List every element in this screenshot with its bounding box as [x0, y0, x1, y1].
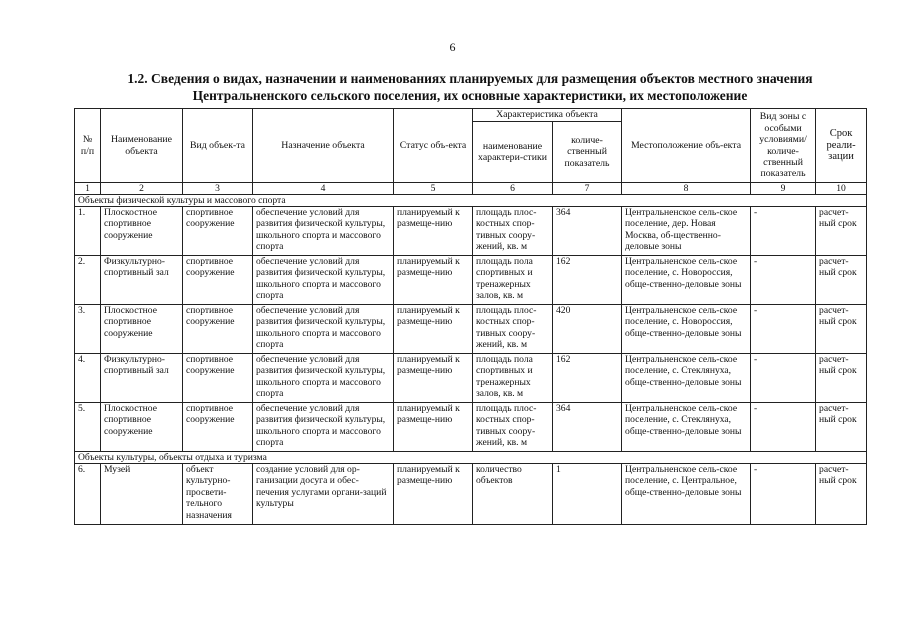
cell-type: спортивное сооружение — [183, 207, 253, 256]
cell-purpose: обеспечение условий для развития физической культуры, школьного спорта и массового спорта — [253, 256, 394, 305]
cell-num: 2. — [75, 256, 101, 305]
cell-status: планируемый к размеще-нию — [394, 354, 473, 403]
cell-location: Центральненское сель-ское поселение, с. Стеклянуха, обще-ственно-деловые зоны — [622, 403, 751, 452]
header-type: Вид объек-та — [183, 109, 253, 183]
cell-char-value: 364 — [553, 207, 622, 256]
cell-num: 6. — [75, 464, 101, 525]
column-number: 9 — [751, 183, 816, 195]
cell-char-value: 420 — [553, 305, 622, 354]
document-title — [70, 70, 870, 104]
cell-term: расчет-ный срок — [816, 207, 867, 256]
cell-char-name: площадь пола спортивных и тренажерных залов, кв. м — [473, 256, 553, 305]
header-char-name: наименование характери-стики — [473, 122, 553, 183]
cell-type: спортивное сооружение — [183, 354, 253, 403]
cell-type: объект культурно-просвети-тельного назначения — [183, 464, 253, 525]
header-zone: Вид зоны с особыми условиями/ количе-ственный показатель — [751, 109, 816, 183]
header-characteristic: Характеристика объекта — [473, 109, 622, 122]
header-num: № п/п — [75, 109, 101, 183]
column-number: 2 — [101, 183, 183, 195]
cell-status: планируемый к размеще-нию — [394, 256, 473, 305]
column-number: 7 — [553, 183, 622, 195]
cell-name: Плоскостное спортивное сооружение — [101, 403, 183, 452]
table-row — [75, 354, 867, 403]
column-number: 5 — [394, 183, 473, 195]
cell-zone: - — [751, 464, 816, 525]
header-name: Наименование объекта — [101, 109, 183, 183]
cell-purpose: обеспечение условий для развития физической культуры, школьного спорта и массового спорта — [253, 403, 394, 452]
objects-table — [74, 108, 867, 525]
cell-char-value: 364 — [553, 403, 622, 452]
cell-zone: - — [751, 403, 816, 452]
cell-name: Физкультурно-спортивный зал — [101, 256, 183, 305]
cell-type: спортивное сооружение — [183, 403, 253, 452]
cell-char-name: количество объектов — [473, 464, 553, 525]
table-row — [75, 305, 867, 354]
cell-status: планируемый к размеще-нию — [394, 207, 473, 256]
column-number: 8 — [622, 183, 751, 195]
column-number: 3 — [183, 183, 253, 195]
cell-name: Плоскостное спортивное сооружение — [101, 305, 183, 354]
cell-char-name: площадь пола спортивных и тренажерных залов, кв. м — [473, 354, 553, 403]
cell-purpose: обеспечение условий для развития физической культуры, школьного спорта и массового спорта — [253, 354, 394, 403]
header-location: Местоположение объ-екта — [622, 109, 751, 183]
table-row — [75, 256, 867, 305]
cell-location: Центральненское сель-ское поселение, с. Новороссия, обще-ственно-деловые зоны — [622, 305, 751, 354]
table-row — [75, 403, 867, 452]
section-row — [75, 452, 867, 464]
cell-location: Центральненское сель-ское поселение, с. Стеклянуха, обще-ственно-деловые зоны — [622, 354, 751, 403]
cell-char-name: площадь плос-костных спор-тивных соору-жений, кв. м — [473, 403, 553, 452]
section-row — [75, 195, 867, 207]
cell-location: Центральненское сель-ское поселение, с. Центральное, обще-ственно-деловые зоны — [622, 464, 751, 525]
cell-name: Плоскостное спортивное сооружение — [101, 207, 183, 256]
cell-status: планируемый к размеще-нию — [394, 403, 473, 452]
cell-name: Музей — [101, 464, 183, 525]
cell-char-value: 1 — [553, 464, 622, 525]
header-char-value: количе-ственный показатель — [553, 122, 622, 183]
cell-num: 5. — [75, 403, 101, 452]
header-term: Срок реали-зации — [816, 109, 867, 183]
cell-status: планируемый к размеще-нию — [394, 305, 473, 354]
cell-name: Физкультурно-спортивный зал — [101, 354, 183, 403]
title-line-1: 1.2. Сведения о видах, назначении и наименованиях планируемых для размещения объектов местного значения — [127, 71, 813, 86]
cell-type: спортивное сооружение — [183, 256, 253, 305]
cell-term: расчет-ный срок — [816, 403, 867, 452]
cell-location: Центральненское сель-ское поселение, с. Новороссия, обще-ственно-деловые зоны — [622, 256, 751, 305]
cell-term: расчет-ный срок — [816, 354, 867, 403]
cell-purpose: обеспечение условий для развития физической культуры, школьного спорта и массового спорта — [253, 305, 394, 354]
table-row — [75, 464, 867, 525]
column-number: 4 — [253, 183, 394, 195]
cell-char-value: 162 — [553, 256, 622, 305]
cell-zone: - — [751, 354, 816, 403]
cell-zone: - — [751, 256, 816, 305]
title-line-2: Центральненского сельского поселения, их основные характеристики, их местоположение — [192, 88, 748, 103]
header-purpose: Назначение объекта — [253, 109, 394, 183]
column-number: 1 — [75, 183, 101, 195]
cell-term: расчет-ный срок — [816, 464, 867, 525]
cell-purpose: создание условий для ор-ганизации досуга и обес-печения услугами органи-заций культуры — [253, 464, 394, 525]
cell-char-name: площадь плос-костных спор-тивных соору-жений, кв. м — [473, 305, 553, 354]
section-title: Объекты физической культуры и массового спорта — [75, 195, 867, 207]
page-number: 6 — [449, 40, 456, 54]
cell-zone: - — [751, 305, 816, 354]
cell-zone: - — [751, 207, 816, 256]
cell-char-name: площадь плос-костных спор-тивных соору-жений, кв. м — [473, 207, 553, 256]
cell-num: 1. — [75, 207, 101, 256]
cell-term: расчет-ный срок — [816, 305, 867, 354]
cell-status: планируемый к размеще-нию — [394, 464, 473, 525]
cell-num: 3. — [75, 305, 101, 354]
header-status: Статус объ-екта — [394, 109, 473, 183]
column-number: 10 — [816, 183, 867, 195]
cell-num: 4. — [75, 354, 101, 403]
cell-term: расчет-ный срок — [816, 256, 867, 305]
table-row — [75, 207, 867, 256]
cell-purpose: обеспечение условий для развития физической культуры, школьного спорта и массового спорта — [253, 207, 394, 256]
column-number: 6 — [473, 183, 553, 195]
section-title: Объекты культуры, объекты отдыха и туризма — [75, 452, 867, 464]
cell-char-value: 162 — [553, 354, 622, 403]
cell-type: спортивное сооружение — [183, 305, 253, 354]
cell-location: Центральненское сель-ское поселение, дер. Новая Москва, об-щественно-деловые зоны — [622, 207, 751, 256]
column-numbers-row — [75, 183, 867, 195]
